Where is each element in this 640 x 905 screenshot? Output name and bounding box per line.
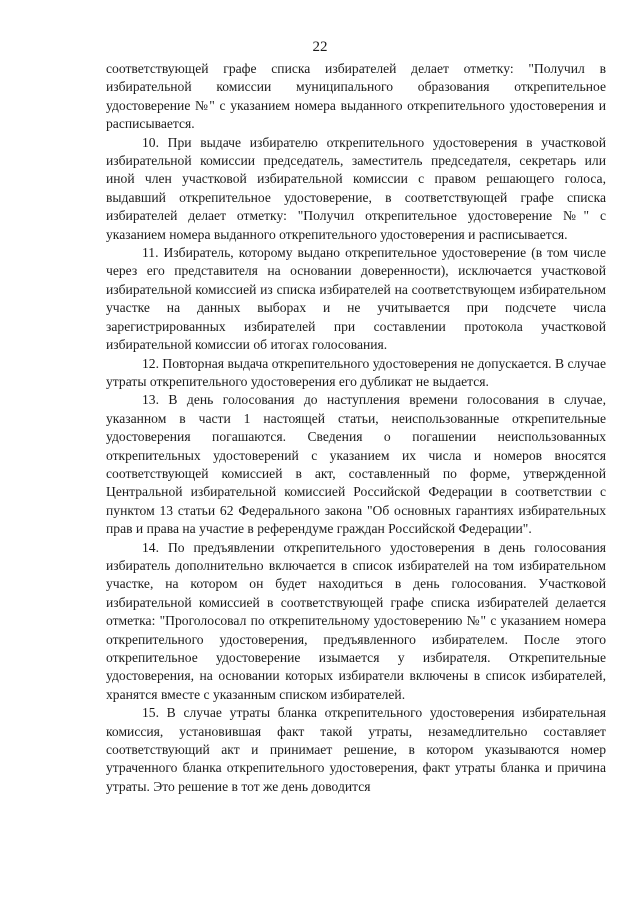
- page-number: 22: [312, 39, 328, 55]
- paragraph-10: 10. При выдаче избирателю открепительного удостоверения в участковой избирательной комиссии председатель, заместитель председателя, секретарь или иной член участковой избирательной комиссии с правом решающего голоса, выдавший открепительное удостоверение, в соответствующей графе списка избирателей делает отметку: "Получил открепительное удостоверение №" с указанием номера выданного открепительного удостоверения и расписывается.: [106, 134, 606, 242]
- paragraph-14: 14. По предъявлении открепительного удостоверения в день голосования избиратель дополнительно включается в список избирателей на том избирательном участке, на котором он будет находиться в день голосования. Участковой избирательной комиссией в соответствующей графе списка избирателей делается отметка: "Проголосовал по открепительному удостоверению №" с указанием номера открепительного удостоверения, предъявленного избирателем. После этого открепительное удостоверение изымается у избирателя. Открепительные удостоверения, на основании которых избиратели включены в список избирателей, хранятся вместе с указанным списком избирателей.: [106, 539, 606, 702]
- document-body: [106, 60, 606, 796]
- paragraph-11: 11. Избиратель, которому выдано открепительное удостоверение (в том числе через его представителя на основании доверенности), исключается участковой избирательной комиссией из списка избирателей на соответствующем избирательном участке на данных выборах и не учитывается при подсчете числа зарегистрированных избирателей при составлении протокола участковой избирательной комиссии об итогах голосования.: [106, 245, 606, 353]
- paragraph-13: 13. В день голосования до наступления времени голосования в случае, указанном в части 1 настоящей статьи, неиспользованные открепительные удостоверения погашаются. Сведения о погашении неиспользованных открепительных удостоверений с указанием их числа и номеров вносятся соответствующей комиссией в акт, составленный по форме, утвержденной Центральной избирательной комиссией Российской Федерации в соответствии с пунктом 13 статьи 62 Федерального закона "Об основных гарантиях избирательных прав и права на участие в референдуме граждан Российской Федерации".: [106, 392, 606, 537]
- paragraph-15: 15. В случае утраты бланка открепительного удостоверения избирательная комиссия, установившая факт такой утраты, незамедлительно составляет соответствующий акт и принимает решение, в котором указываются номер утраченного бланка открепительного удостоверения, факт утраты бланка и причина утраты. Это решение в тот же день доводится: [106, 705, 606, 794]
- paragraph-continuation: соответствующей графе списка избирателей делает отметку: "Получил в избирательной комиссии муниципального образования открепительное удостоверение №" с указанием номера выданного открепительного удостоверения и расписывается.: [106, 61, 606, 132]
- paragraph-12: 12. Повторная выдача открепительного удостоверения не допускается. В случае утраты открепительного удостоверения его дубликат не выдается.: [106, 355, 606, 389]
